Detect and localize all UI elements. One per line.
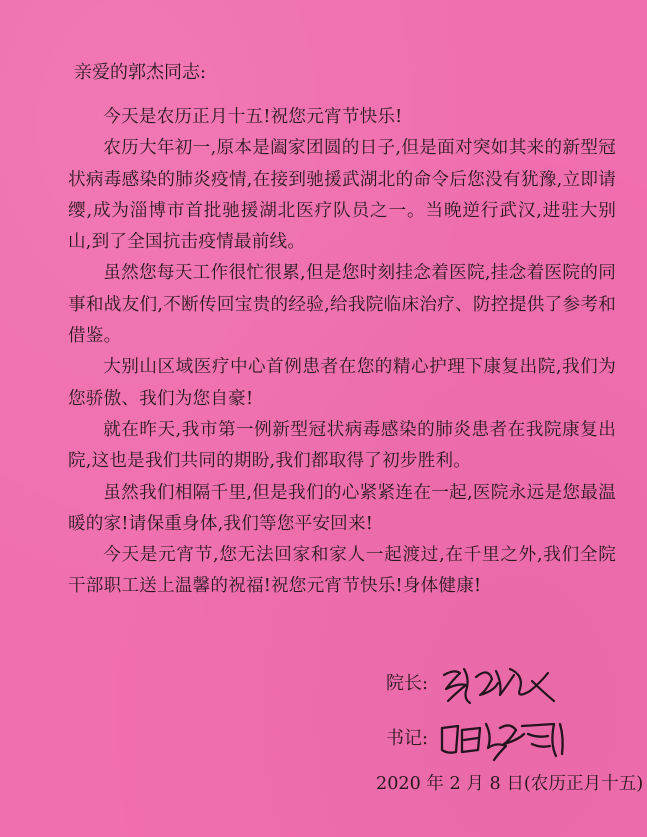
paragraph: 虽然您每天工作很忙很累,但是您时刻挂念着医院,挂念着医院的同事和战友们,不断传回宝贵的经验,给我院临床治疗、防控提供了参考和借鉴。 — [68, 263, 616, 347]
president-label: 院长: — [386, 673, 429, 694]
paragraph: 大别山区域医疗中心首例患者在您的精心护理下康复出院,我们为您骄傲、我们为您自豪! — [68, 357, 616, 409]
paragraph: 今天是农历正月十五!祝您元宵节快乐! — [103, 107, 403, 127]
secretary-label: 书记: — [386, 728, 429, 749]
president-signature-block — [386, 661, 576, 707]
secretary-signature-icon — [436, 716, 586, 762]
salutation: 亲爱的郭杰同志: — [74, 62, 207, 83]
letter-body — [68, 102, 616, 603]
secretary-signature-block — [386, 716, 586, 762]
letter-date: 2020 年 2 月 8 日(农历正月十五) — [376, 774, 644, 794]
paragraph: 虽然我们相隔千里,但是我们的心紧紧连在一起,医院永远是您最温暖的家!请保重身体,我们等您平安回来! — [68, 482, 616, 534]
paragraph: 就在昨天,我市第一例新型冠状病毒感染的肺炎患者在我院康复出院,这也是我们共同的期盼,我们都取得了初步胜利。 — [68, 419, 616, 472]
paragraph: 农历大年初一,原本是阖家团圆的日子,但是面对突如其来的新型冠状病毒感染的肺炎疫情,在接到驰援武湖北的命令后您没有犹豫,立即请缨,成为淄博市首批驰援湖北医疗队员之一。当晚逆行武汉,进驻大别山,到了全国抗击疫情最前线。 — [68, 138, 616, 253]
paragraph: 今天是元宵节,您无法回家和家人一起渡过,在千里之外,我们全院干部职工送上温馨的祝福!祝您元宵节快乐!身体健康! — [68, 545, 616, 597]
president-signature-icon — [436, 661, 576, 707]
